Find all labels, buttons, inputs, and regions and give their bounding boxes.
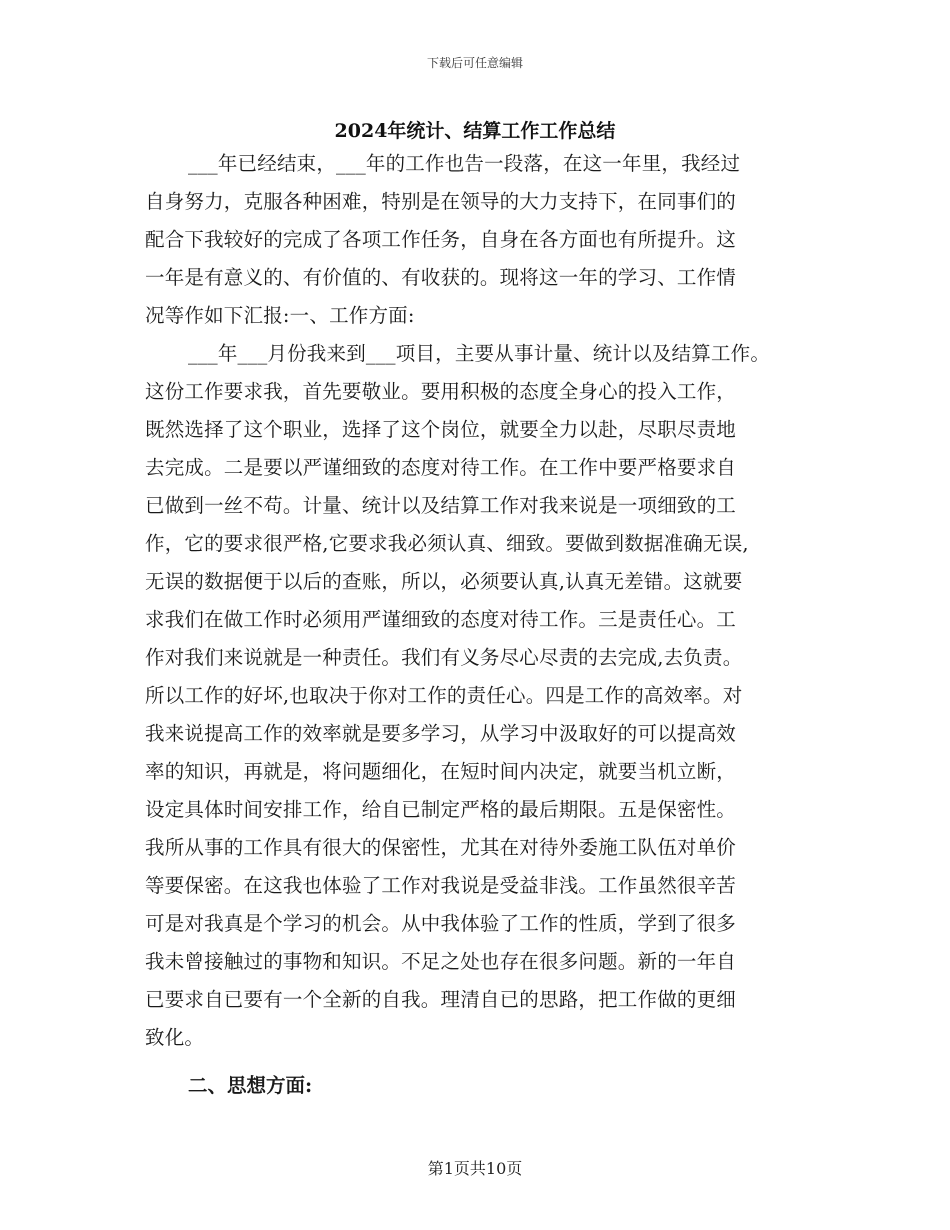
header-note: 下载后可任意编辑 (426, 56, 523, 70)
body-line: ___年___月份我来到___项目，主要从事计量、统计以及结算工作。 (188, 342, 771, 365)
body-line: 我来说提高工作的效率就是要多学习，从学习中汲取好的可以提高效 (145, 722, 737, 745)
body-line: 自身努力，克服各种困难，特别是在领导的大力支持下，在同事们的 (145, 190, 737, 213)
body-line: 作对我们来说就是一种责任。我们有义务尽心尽责的去完成,去负责。 (145, 646, 743, 669)
body-line: 求我们在做工作时必须用严谨细致的态度对待工作。三是责任心。工 (145, 608, 737, 631)
body-line: 已做到一丝不苟。计量、统计以及结算工作对我来说是一项细致的工 (145, 494, 737, 517)
body-line: 可是对我真是个学习的机会。从中我体验了工作的性质，学到了很多 (145, 912, 737, 935)
body-line: 况等作如下汇报:一、工作方面: (145, 304, 415, 327)
body-line: 作，它的要求很严格,它要求我必须认真、细致。要做到数据准确无误, (145, 532, 749, 555)
body-line: 设定具体时间安排工作，给自已制定严格的最后期限。五是保密性。 (145, 798, 737, 821)
body-line: 致化。 (145, 1026, 205, 1049)
body-line: 我未曾接触过的事物和知识。不足之处也存在很多问题。新的一年自 (145, 950, 737, 973)
page-footer: 第1页共10页 (427, 1159, 523, 1178)
body-line: 等要保密。在这我也体验了工作对我说是受益非浅。工作虽然很辛苦 (145, 874, 737, 897)
body-line: 配合下我较好的完成了各项工作任务，自身在各方面也有所提升。这 (145, 228, 737, 251)
body-line: 率的知识，再就是，将问题细化，在短时间内决定，就要当机立断， (145, 760, 737, 783)
body-line: 所以工作的好坏,也取决于你对工作的责任心。四是工作的高效率。对 (145, 684, 743, 707)
body-line: ___年已经结束，___年的工作也告一段落，在这一年里，我经过 (188, 152, 741, 175)
body-line: 去完成。二是要以严谨细致的态度对待工作。在工作中要严格要求自 (145, 456, 737, 479)
body-line: 无误的数据便于以后的查账，所以，必须要认真,认真无差错。这就要 (145, 570, 743, 593)
body-line: 一年是有意义的、有价值的、有收获的。现将这一年的学习、工作情 (145, 266, 737, 289)
body-line: 我所从事的工作具有很大的保密性，尤其在对待外委施工队伍对单价 (145, 836, 737, 859)
body-line: 这份工作要求我，首先要敬业。要用积极的态度全身心的投入工作， (145, 380, 737, 403)
body-line: 已要求自已要有一个全新的自我。理清自已的思路，把工作做的更细 (145, 988, 737, 1011)
document-title: 2024年统计、结算工作工作总结 (334, 120, 616, 142)
body-line: 既然选择了这个职业，选择了这个岗位，就要全力以赴，尽职尽责地 (145, 418, 737, 441)
section-heading: 二、思想方面: (188, 1074, 313, 1097)
